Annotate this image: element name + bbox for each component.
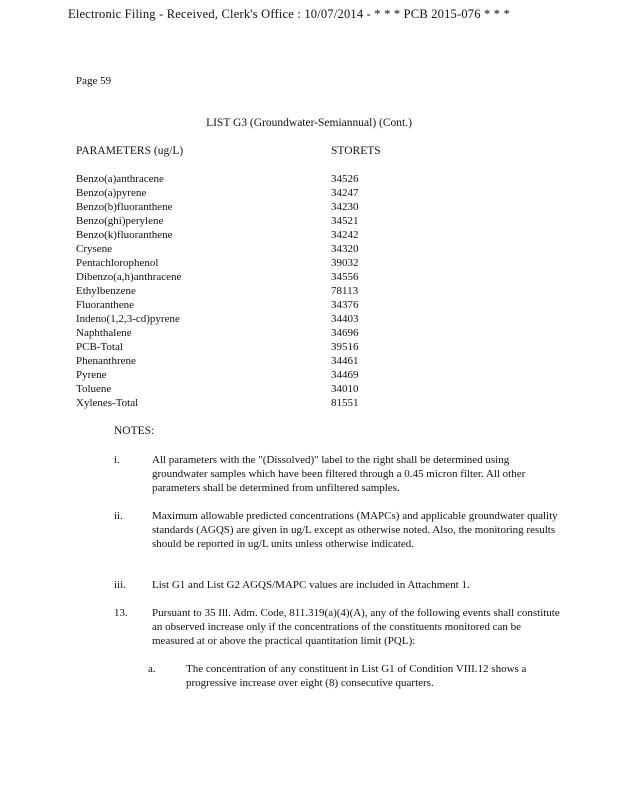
storet-code: 34696 xyxy=(331,327,359,339)
table-row xyxy=(76,186,406,200)
table-row xyxy=(76,326,406,340)
item-text: The concentration of any constituent in List G1 of Condition VIII.12 shows a progressive increase over eight (8) consecutive quarters. xyxy=(186,663,527,689)
parameter-name: Indeno(1,2,3-cd)pyrene xyxy=(76,313,180,325)
page-number: Page 59 xyxy=(76,75,112,87)
storet-code: 34010 xyxy=(331,383,359,395)
note-marker: ii. xyxy=(114,510,123,522)
table-row xyxy=(76,228,406,242)
storet-code: 39032 xyxy=(331,257,359,269)
parameter-name: Ethylbenzene xyxy=(76,285,136,297)
table-row xyxy=(76,382,406,396)
parameter-name: Naphthalene xyxy=(76,327,132,339)
note-marker: iii. xyxy=(114,579,126,591)
parameter-name: Pentachlorophenol xyxy=(76,257,159,269)
parameter-name: Toluene xyxy=(76,383,112,395)
storet-code: 34521 xyxy=(331,215,359,227)
table-row xyxy=(76,172,406,186)
parameter-name: Benzo(k)fluoranthene xyxy=(76,229,173,241)
note-marker: i. xyxy=(114,454,120,466)
filing-stamp-header: Electronic Filing - Received, Clerk's Office : 10/07/2014 - * * * PCB 2015-076 * * * xyxy=(68,7,511,21)
note-text: All parameters with the "(Dissolved)" label to the right shall be determined using groundwater samples which have been filtered through a 0.45 micron filter. All other parameters shall be determined from unfiltered samples. xyxy=(152,454,526,494)
table-row xyxy=(76,214,406,228)
table-row xyxy=(76,284,406,298)
table-row xyxy=(76,396,406,410)
parameter-table xyxy=(76,172,406,410)
storet-code: 34403 xyxy=(331,313,359,325)
section-marker: 13. xyxy=(114,607,128,619)
note-ii xyxy=(114,509,558,565)
storet-code: 34469 xyxy=(331,369,359,381)
parameter-name: Fluoranthene xyxy=(76,299,135,311)
notes-heading: NOTES: xyxy=(114,425,155,437)
storet-code: 78113 xyxy=(331,285,359,297)
note-iii xyxy=(114,578,554,592)
parameter-name: Xylenes-Total xyxy=(76,397,139,409)
section-13-item-a xyxy=(148,662,548,690)
table-row xyxy=(76,256,406,270)
note-i xyxy=(114,453,554,495)
parameter-name: Phenanthrene xyxy=(76,355,136,367)
table-row xyxy=(76,368,406,382)
item-marker: a. xyxy=(148,663,156,675)
storet-code: 34247 xyxy=(331,187,359,199)
table-row xyxy=(76,298,406,312)
parameter-name: Dibenzo(a,h)anthracene xyxy=(76,271,182,283)
section-13 xyxy=(114,606,564,648)
parameter-name: Pyrene xyxy=(76,369,107,381)
parameter-name: Benzo(a)anthracene xyxy=(76,173,164,185)
storet-code: 34230 xyxy=(331,201,359,213)
table-row xyxy=(76,312,406,326)
storet-code: 34556 xyxy=(331,271,359,283)
parameters-column-header: PARAMETERS (ug/L) xyxy=(76,145,184,157)
note-text: List G1 and List G2 AGQS/MAPC values are included in Attachment 1. xyxy=(152,579,470,591)
section-text: Pursuant to 35 Ill. Adm. Code, 811.319(a)(4)(A), any of the following events shall constitute an observed increase only if the concentrations of the constituents monitored can be measured at or above the practical quantitation limit (PQL): xyxy=(152,607,560,647)
parameter-name: PCB-Total xyxy=(76,341,123,353)
note-text: Maximum allowable predicted concentrations (MAPCs) and applicable groundwater quality standards (AGQS) are given in ug/L except as otherwise noted. Also, the monitoring results should be reported in ug/L units unless otherwise indicated. xyxy=(152,510,558,550)
table-row xyxy=(76,354,406,368)
storets-column-header: STORETS xyxy=(331,145,381,157)
list-title: LIST G3 (Groundwater-Semiannual) (Cont.) xyxy=(206,117,412,129)
parameter-name: Crysene xyxy=(76,243,113,255)
parameter-name: Benzo(ghi)perylene xyxy=(76,215,164,227)
storet-code: 34376 xyxy=(331,299,359,311)
table-row xyxy=(76,270,406,284)
table-row xyxy=(76,340,406,354)
parameter-name: Benzo(b)fluoranthene xyxy=(76,201,173,213)
table-row xyxy=(76,242,406,256)
storet-code: 34461 xyxy=(331,355,359,367)
parameter-name: Benzo(a)pyrene xyxy=(76,187,147,199)
storet-code: 39516 xyxy=(331,341,359,353)
storet-code: 34320 xyxy=(331,243,359,255)
storet-code: 34526 xyxy=(331,173,359,185)
storet-code: 34242 xyxy=(331,229,359,241)
storet-code: 81551 xyxy=(331,397,359,409)
table-row xyxy=(76,200,406,214)
